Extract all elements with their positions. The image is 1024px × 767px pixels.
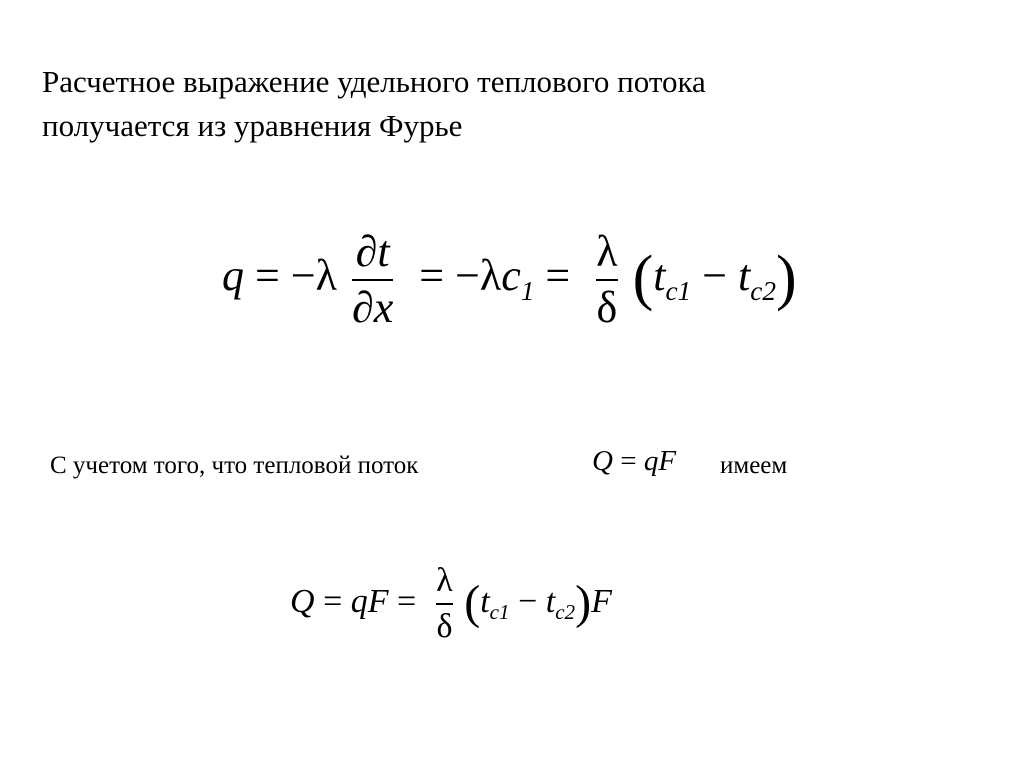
intro-text [42, 60, 706, 148]
intro-line-2: получается из уравнения Фурье [42, 108, 463, 143]
condition-tail: имеем [720, 452, 788, 479]
inline-Q: Q [592, 445, 613, 477]
inline-formula [592, 445, 676, 478]
intro-line-1: Расчетное выражение удельного теплового потока [42, 64, 706, 99]
condition-lead: С учетом того, что тепловой поток [50, 452, 419, 479]
heat-flow-formula: Q = qF = $\frac{\lambda}{\delta}$ $(t_{c1} - t_{c2})F$ [290, 562, 612, 645]
fourier-formula: q = −λ $\frac{\partial t}{\partial x}$ = $-\lambda c_1$ = $\frac{\lambda}{\delta}$ $(t_{c1} - t_{c2})$ [222, 227, 797, 332]
fraction-lambda-delta-2: $\frac{\lambda}{\delta}$ [436, 562, 453, 645]
inline-qF: qF [643, 445, 677, 477]
condition-sentence [50, 452, 418, 480]
inline-eq: = [620, 445, 637, 477]
fraction-lambda-delta: $\frac{\lambda}{\delta}$ [596, 227, 618, 332]
fraction-dt-dx: $\frac{\partial t}{\partial x}$ [351, 227, 394, 332]
